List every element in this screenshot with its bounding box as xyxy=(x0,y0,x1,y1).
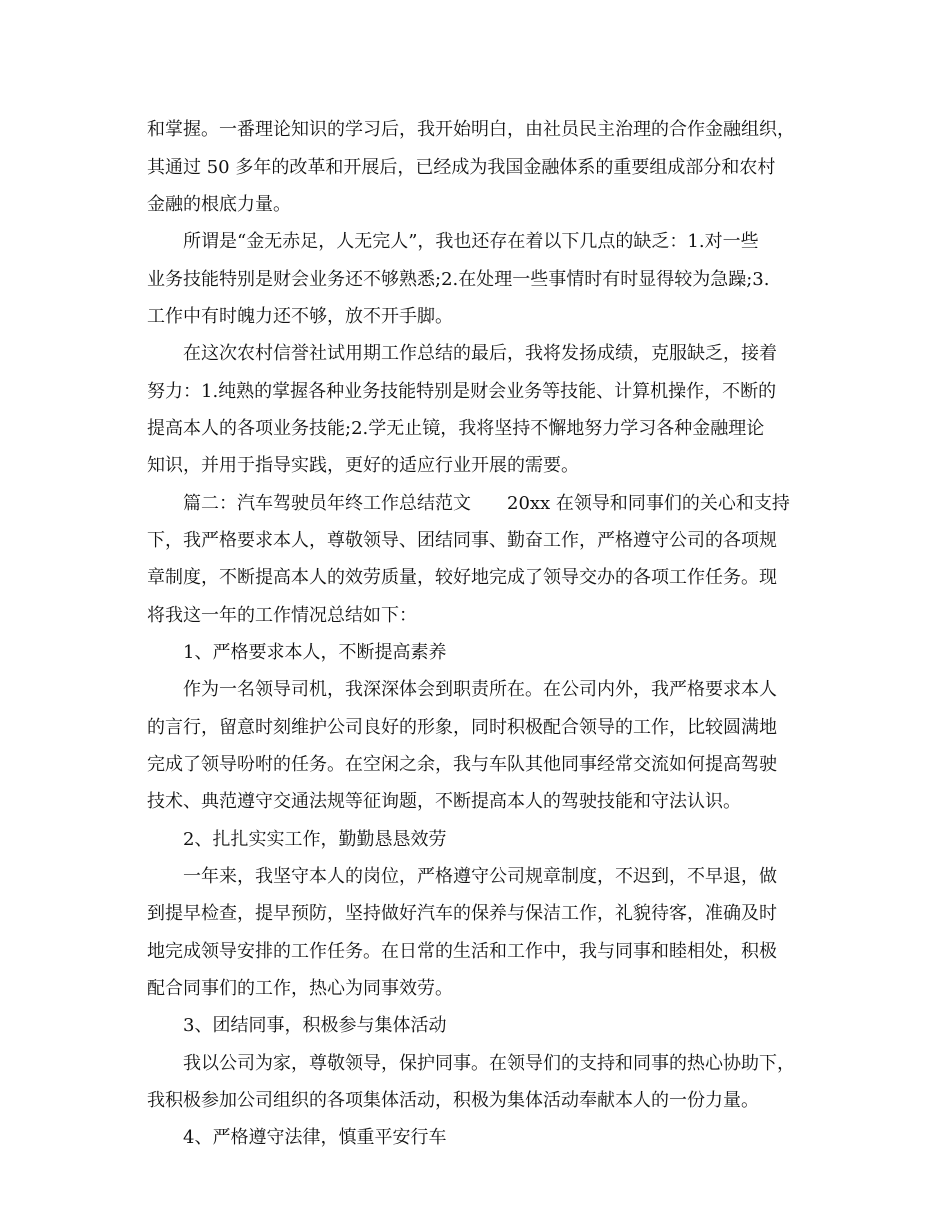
text-line: 提高本人的各项业务技能;2.学无止镜，我将坚持不懈地努力学习各种金融理论 xyxy=(147,418,765,439)
text-line: 配合同事们的工作，热心为同事效劳。 xyxy=(147,978,453,999)
subheading: 3、团结同事，积极参与集体活动 xyxy=(183,1015,447,1036)
text-line: 我积极参加公司组织的各项集体活动，积极为集体活动奉献本人的一份力量。 xyxy=(147,1090,759,1111)
text-line: 的言行，留意时刻维护公司良好的形象，同时积极配合领导的工作，比较圆满地 xyxy=(147,717,777,738)
text-line: 下，我严格要求本人，尊敬领导、团结同事、勤奋工作，严格遵守公司的各项规 xyxy=(147,530,777,551)
text-line: 金融的根底力量。 xyxy=(147,194,291,215)
paragraph-start: 所谓是“金无赤足，人无完人”，我也还存在着以下几点的缺乏：1.对一些 xyxy=(183,231,759,252)
text-line: 完成了领导吩咐的任务。在空闲之余，我与车队其他同事经常交流如何提高驾驶 xyxy=(147,754,777,775)
text-line: 技术、典范遵守交通法规等征询题，不断提高本人的驾驶技能和守法认识。 xyxy=(147,791,741,812)
paragraph-start: 在这次农村信誉社试用期工作总结的最后，我将发扬成绩，克服缺乏，接着 xyxy=(183,343,777,364)
text-line: 将我这一年的工作情况总结如下： xyxy=(147,605,417,626)
text-line: 和掌握。一番理论知识的学习后，我开始明白，由社员民主治理的合作金融组织， xyxy=(147,119,795,140)
text-line: 工作中有时魄力还不够，放不开手脚。 xyxy=(147,306,453,327)
subheading: 2、扎扎实实工作，勤勤恳恳效劳 xyxy=(183,829,447,850)
text-line: 章制度，不断提高本人的效劳质量，较好地完成了领导交办的各项工作任务。现 xyxy=(147,567,777,588)
text-line: 到提早检查，提早预防，坚持做好汽车的保养与保洁工作，礼貌待客，准确及时 xyxy=(147,903,777,924)
section-title: 篇二：汽车驾驶员年终工作总结范文 20xx 在领导和同事们的关心和支持 xyxy=(183,493,790,514)
text-line: 其通过 50 多年的改革和开展后，已经成为我国金融体系的重要组成部分和农村 xyxy=(147,157,776,178)
paragraph-start: 一年来，我坚守本人的岗位，严格遵守公司规章制度，不迟到，不早退，做 xyxy=(183,866,777,887)
text-line: 知识，并用于指导实践，更好的适应行业开展的需要。 xyxy=(147,455,579,476)
text-line: 业务技能特别是财会业务还不够熟悉;2.在处理一些事情时有时显得较为急躁;3. xyxy=(147,269,770,290)
paragraph-start: 作为一名领导司机，我深深体会到职责所在。在公司内外，我严格要求本人 xyxy=(183,679,777,700)
subheading: 4、严格遵守法律，慎重平安行车 xyxy=(183,1127,447,1148)
paragraph-start: 我以公司为家，尊敬领导，保护同事。在领导们的支持和同事的热心协助下， xyxy=(183,1053,795,1074)
subheading: 1、严格要求本人，不断提高素养 xyxy=(183,642,447,663)
text-line: 地完成领导安排的工作任务。在日常的生活和工作中，我与同事和睦相处，积极 xyxy=(147,941,777,962)
text-line: 努力：1.纯熟的掌握各种业务技能特别是财会业务等技能、计算机操作，不断的 xyxy=(147,381,777,402)
